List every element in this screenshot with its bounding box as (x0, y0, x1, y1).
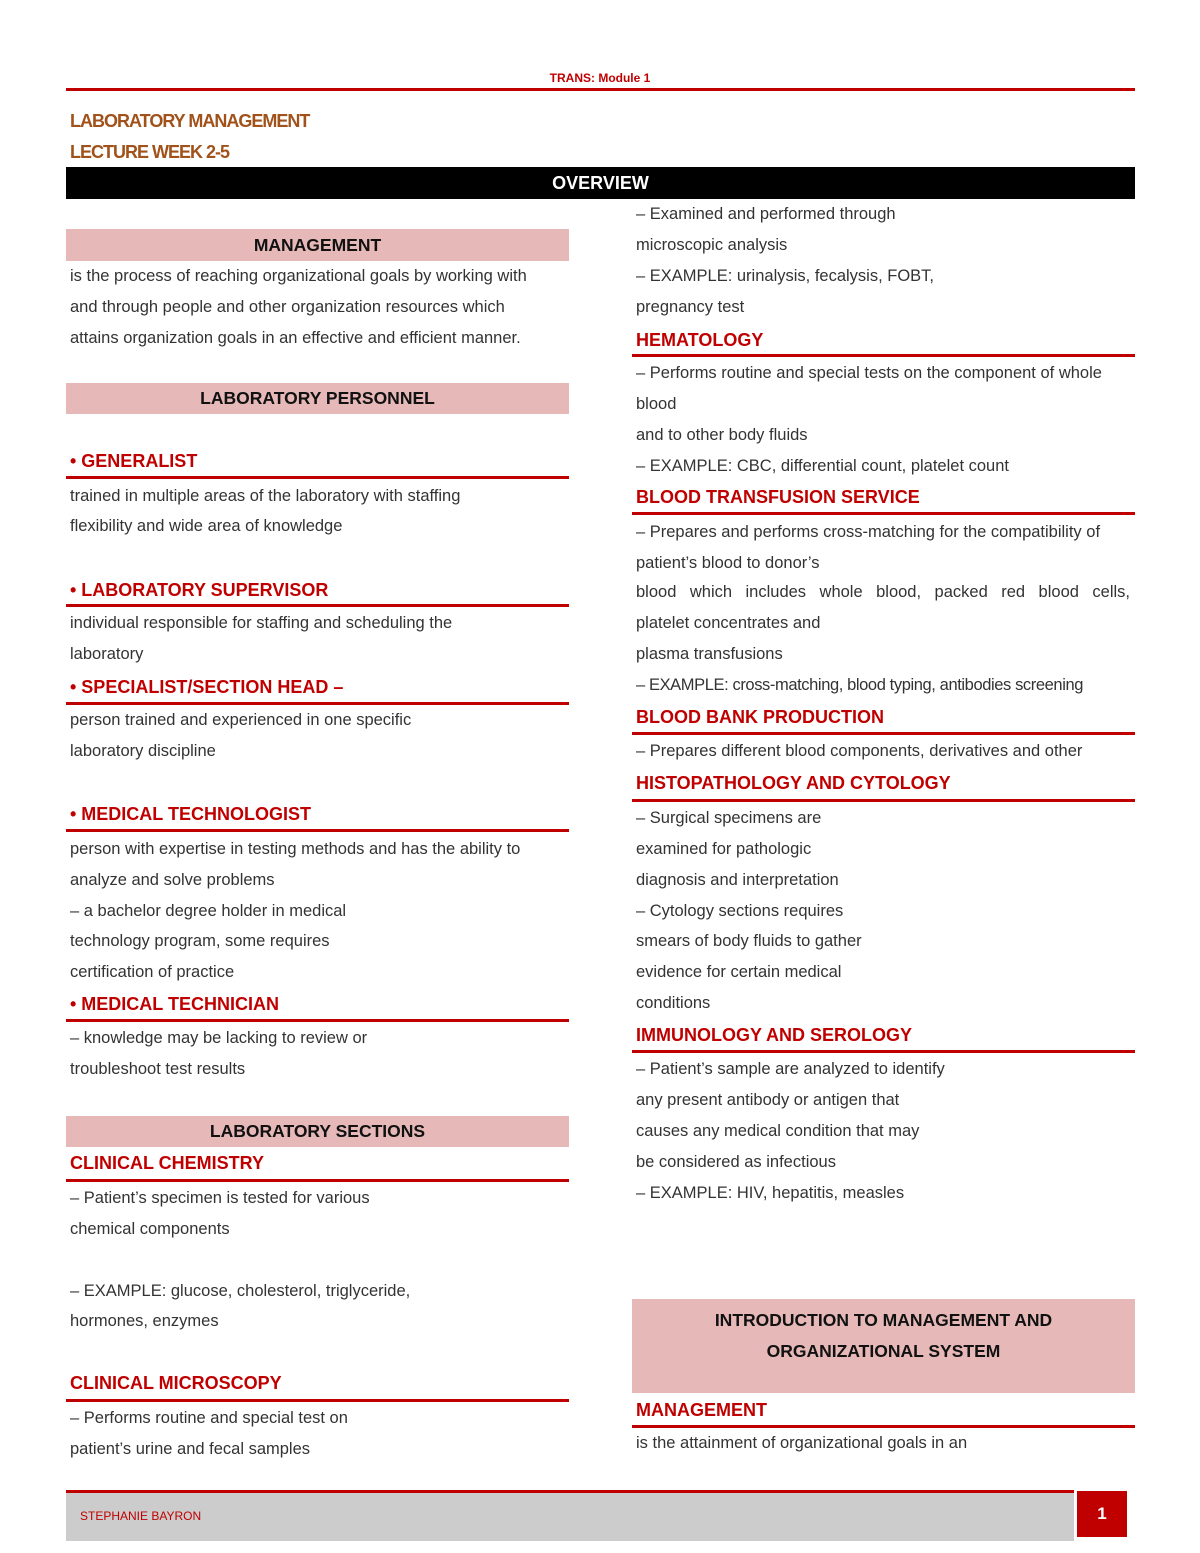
text-line: blood (636, 395, 677, 413)
text-line: – Cytology sections requires (636, 902, 844, 920)
text-line: flexibility and wide area of knowledge (70, 517, 343, 535)
medtech-title: • MEDICAL TECHNOLOGIST (70, 804, 311, 824)
personnel-heading: LABORATORY PERSONNEL (66, 383, 569, 414)
text-line: – EXAMPLE: HIV, hepatitis, measles (636, 1184, 905, 1202)
page-number: 1 (1077, 1491, 1127, 1537)
text-line: and through people and other organization resources which (70, 298, 505, 316)
text-line: is the attainment of organizational goals in an (636, 1434, 968, 1452)
text-line: examined for pathologic (636, 840, 812, 858)
text-line: is the process of reaching organizational goals by working with (70, 267, 527, 285)
text-line: technology program, some requires (70, 932, 330, 950)
intro-heading-line: ORGANIZATIONAL SYSTEM (766, 1341, 1001, 1361)
rule (632, 799, 1135, 802)
text-line: hormones, enzymes (70, 1312, 219, 1330)
text-line: – EXAMPLE: cross-matching, blood typing, antibodies screening (636, 676, 1084, 694)
rule (66, 1179, 569, 1182)
text-line: attains organization goals in an effective and efficient manner. (70, 329, 521, 347)
rule (66, 702, 569, 705)
doc-subtitle: LECTURE WEEK 2-5 (70, 142, 230, 162)
text-line: chemical components (70, 1220, 230, 1238)
intro-heading-line: INTRODUCTION TO MANAGEMENT AND (714, 1310, 1053, 1330)
text-line: causes any medical condition that may (636, 1122, 920, 1140)
technician-title: • MEDICAL TECHNICIAN (70, 994, 279, 1014)
text-line: patient’s blood to donor’s (636, 554, 820, 572)
text-line: – Performs routine and special tests on the component of whole (636, 364, 1102, 382)
supervisor-title: • LABORATORY SUPERVISOR (70, 580, 329, 600)
chemistry-title: CLINICAL CHEMISTRY (70, 1153, 265, 1173)
text-line: person with expertise in testing methods and has the ability to (70, 840, 521, 858)
text-line: – Patient’s sample are analyzed to identify (636, 1060, 945, 1078)
rule (66, 476, 569, 479)
header-rule (66, 88, 1135, 91)
generalist-title: • GENERALIST (70, 451, 198, 471)
running-header: TRANS: Module 1 (549, 71, 651, 85)
rule (66, 829, 569, 832)
rule (632, 354, 1135, 357)
text-line: – a bachelor degree holder in medical (70, 902, 347, 920)
bts-title: BLOOD TRANSFUSION SERVICE (636, 487, 920, 507)
text-line: – EXAMPLE: glucose, cholesterol, triglyceride, (70, 1282, 411, 1300)
text-line: trained in multiple areas of the laboratory with staffing (70, 487, 461, 505)
text-line: diagnosis and interpretation (636, 871, 839, 889)
microscopy-title: CLINICAL MICROSCOPY (70, 1373, 282, 1393)
text-line: – EXAMPLE: CBC, differential count, platelet count (636, 457, 1009, 475)
overview-banner: OVERVIEW (66, 167, 1135, 199)
rule (66, 1019, 569, 1022)
text-line: certification of practice (70, 963, 235, 981)
text-line: conditions (636, 994, 711, 1012)
immuno-title: IMMUNOLOGY AND SEROLOGY (636, 1025, 913, 1045)
text-line: – Prepares different blood components, derivatives and other (636, 742, 1083, 760)
rule (66, 1399, 569, 1402)
text-line: – Prepares and performs cross-matching for the compatibility of (636, 523, 1101, 541)
histo-title: HISTOPATHOLOGY AND CYTOLOGY (636, 773, 951, 793)
text-line: – Patient’s specimen is tested for various (70, 1189, 370, 1207)
management-heading: MANAGEMENT (66, 229, 569, 261)
text-line: – Surgical specimens are (636, 809, 822, 827)
rule (632, 1425, 1135, 1428)
text-line: pregnancy test (636, 298, 745, 316)
text-line: laboratory (70, 645, 144, 663)
text-line: blood which includes whole blood, packed red blood cells, (636, 583, 1130, 601)
rule (66, 604, 569, 607)
specialist-title: • SPECIALIST/SECTION HEAD – (70, 677, 344, 697)
text-line: laboratory discipline (70, 742, 216, 760)
text-line: – Examined and performed through (636, 205, 896, 223)
rule (632, 732, 1135, 735)
rule (632, 512, 1135, 515)
management-title: MANAGEMENT (636, 1400, 767, 1420)
doc-title: LABORATORY MANAGEMENT (70, 111, 310, 131)
text-line: – Performs routine and special test on (70, 1409, 348, 1427)
text-line: platelet concentrates and (636, 614, 821, 632)
text-line: plasma transfusions (636, 645, 783, 663)
hematology-title: HEMATOLOGY (636, 330, 764, 350)
text-line: analyze and solve problems (70, 871, 275, 889)
text-line: microscopic analysis (636, 236, 788, 254)
text-line: – EXAMPLE: urinalysis, fecalysis, FOBT, (636, 267, 935, 285)
text-line: individual responsible for staffing and scheduling the (70, 614, 453, 632)
text-line: any present antibody or antigen that (636, 1091, 900, 1109)
intro-heading-box (632, 1299, 1135, 1393)
text-line: patient’s urine and fecal samples (70, 1440, 311, 1458)
text-line: person trained and experienced in one specific (70, 711, 412, 729)
rule (632, 1050, 1135, 1053)
text-line: and to other body fluids (636, 426, 808, 444)
text-line: evidence for certain medical (636, 963, 842, 981)
text-line: troubleshoot test results (70, 1060, 246, 1078)
footer-author: STEPHANIE BAYRON (80, 1509, 202, 1523)
sections-heading: LABORATORY SECTIONS (66, 1116, 569, 1147)
footer-bar (66, 1490, 1074, 1541)
text-line: be considered as infectious (636, 1153, 836, 1171)
bbp-title: BLOOD BANK PRODUCTION (636, 707, 884, 727)
text-line: smears of body fluids to gather (636, 932, 862, 950)
text-line: – knowledge may be lacking to review or (70, 1029, 368, 1047)
